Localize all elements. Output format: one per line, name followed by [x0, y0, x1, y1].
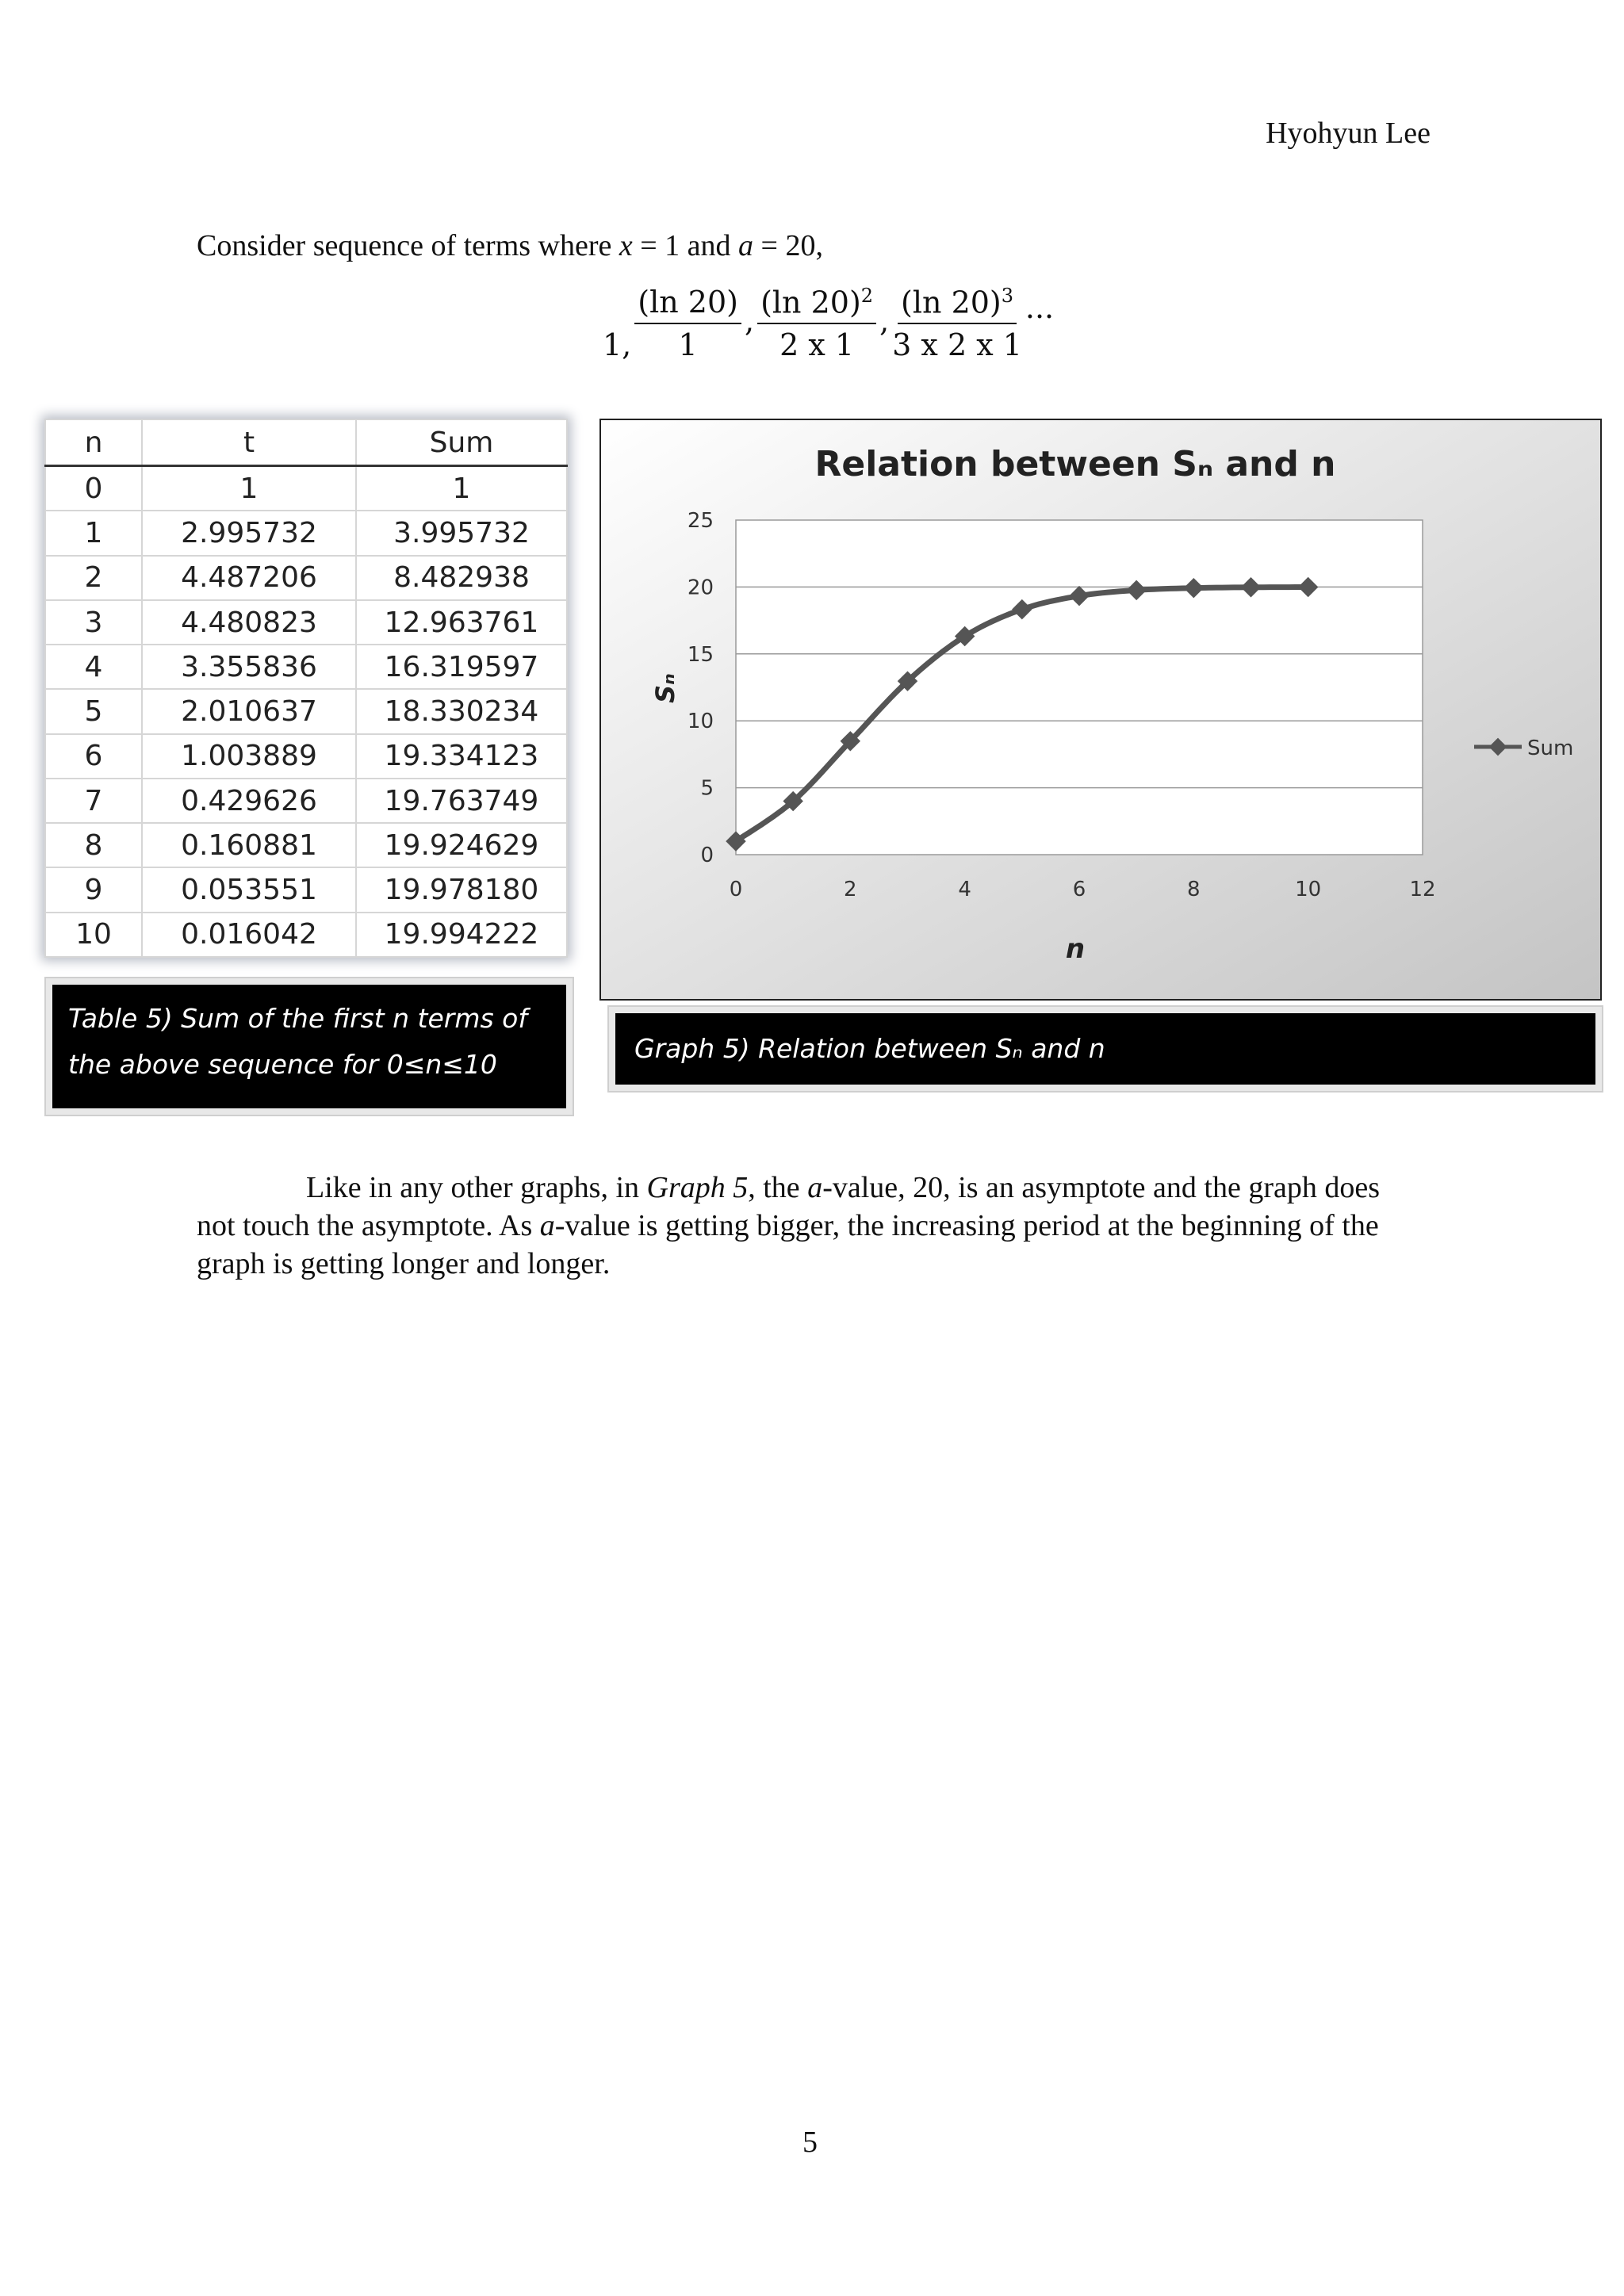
table-cell: 10 [45, 913, 142, 957]
table-cell: 8.482938 [356, 556, 567, 600]
table-row [45, 913, 567, 957]
page-number: 5 [802, 2126, 818, 2159]
table-cell: 6 [45, 734, 142, 779]
table-cell: 0.016042 [142, 913, 356, 957]
formula-comma: , [879, 304, 890, 339]
formula-term-1 [634, 286, 741, 362]
table-cell: 0.429626 [142, 779, 356, 823]
paragraph-text: Like in any other graphs, in [306, 1171, 647, 1204]
table-caption-line: the above sequence for 0≤n≤10 [68, 1049, 497, 1080]
table-cell: 19.334123 [356, 734, 567, 779]
x-variable: x [619, 229, 633, 262]
table-cell: 2.010637 [142, 689, 356, 733]
column-header-n: n [45, 419, 142, 466]
x-tick-label: 4 [958, 878, 971, 901]
chart-title: Relation between Sₙ and n [814, 444, 1336, 484]
table-cell: 16.319597 [356, 645, 567, 689]
a-variable: a [539, 1209, 555, 1242]
formula-lead: 1, [603, 327, 632, 363]
table-row [45, 466, 567, 511]
table-cell: 8 [45, 823, 142, 867]
table-cell: 5 [45, 689, 142, 733]
table-cell: 9 [45, 867, 142, 912]
table-cell: 3.995732 [356, 511, 567, 555]
table-cell: 1.003889 [142, 734, 356, 779]
sequence-formula [603, 285, 1054, 362]
table-cell: 1 [356, 466, 567, 511]
x-tick-label: 12 [1409, 878, 1436, 901]
y-tick-label: 0 [700, 844, 714, 867]
y-axis-label: Sₙ [650, 673, 680, 703]
table-caption-line: Table 5) Sum of the first n terms of [68, 1003, 527, 1034]
x-tick-label: 6 [1072, 878, 1086, 901]
column-header-t: t [142, 419, 356, 466]
table-row [45, 689, 567, 733]
table-row [45, 556, 567, 600]
y-tick-label: 20 [687, 576, 714, 600]
legend-label-sum: Sum [1527, 737, 1574, 760]
term-exponent: 3 [1001, 285, 1014, 307]
table-cell: 18.330234 [356, 689, 567, 733]
sum-chart [599, 419, 1602, 1001]
sum-table [44, 419, 568, 958]
paragraph-text: -value is getting bigger, the increasing period at the beginning of the graph is getting longer and longer. [197, 1209, 1379, 1280]
paragraph-text: , the [748, 1171, 808, 1204]
author-name: Hyohyun Lee [1266, 117, 1431, 150]
table-row [45, 511, 567, 555]
y-tick-label: 10 [687, 710, 714, 734]
table-caption-box [52, 985, 566, 1108]
table-cell: 3.355836 [142, 645, 356, 689]
table-cell: 3 [45, 600, 142, 645]
term-denominator: 1 [678, 327, 698, 362]
formula-term-2 [757, 285, 876, 362]
x-tick-label: 8 [1187, 878, 1201, 901]
a-variable: a [738, 229, 754, 262]
term-numerator: (ln 20) [760, 285, 861, 320]
table-cell: 4.480823 [142, 600, 356, 645]
table-cell: 19.994222 [356, 913, 567, 957]
y-tick-label: 5 [700, 776, 714, 801]
term-denominator: 2 x 1 [779, 327, 855, 363]
table-cell: 12.963761 [356, 600, 567, 645]
table-cell: 4 [45, 645, 142, 689]
table-cell: 1 [45, 511, 142, 555]
term-numerator: (ln 20) [901, 285, 1002, 320]
table-cell: 0.160881 [142, 823, 356, 867]
table-cell: 1 [142, 466, 356, 511]
y-tick-label: 15 [687, 642, 714, 667]
intro-text: Consider sequence of terms where [197, 229, 619, 262]
intro-text: = 1 and [632, 229, 739, 262]
body-paragraph [197, 1169, 1410, 1283]
term-denominator: 3 x 2 x 1 [892, 327, 1022, 363]
table-cell: 19.763749 [356, 779, 567, 823]
paragraph-text: -value, 20, is an asymptote and the graph does not touch the asymptote. As [197, 1171, 1381, 1242]
sum-table-container [44, 419, 568, 958]
table-row [45, 734, 567, 779]
table-cell: 0 [45, 466, 142, 511]
y-tick-label: 25 [687, 509, 714, 533]
formula-term-3 [892, 285, 1022, 362]
table-cell: 2 [45, 556, 142, 600]
formula-ellipsis: ... [1025, 290, 1055, 325]
x-axis-label: n [1065, 933, 1086, 965]
graph-caption-box: Graph 5) Relation between Sₙ and n [615, 1013, 1595, 1085]
intro-text: = 20, [753, 229, 823, 262]
x-tick-label: 2 [844, 878, 857, 901]
table-row [45, 645, 567, 689]
term-numerator: (ln 20) [634, 286, 741, 324]
graph-caption [607, 1005, 1603, 1093]
column-header-sum: Sum [356, 419, 567, 466]
a-variable: a [807, 1171, 823, 1204]
table-cell: 4.487206 [142, 556, 356, 600]
x-tick-label: 10 [1295, 878, 1322, 901]
table-cell: 19.924629 [356, 823, 567, 867]
plot-area [736, 520, 1423, 855]
table-row [45, 600, 567, 645]
table-row [45, 823, 567, 867]
table-header-row [45, 419, 567, 466]
intro-sentence [197, 228, 823, 263]
term-exponent: 2 [860, 285, 874, 307]
table-row [45, 779, 567, 823]
x-tick-label: 0 [729, 878, 743, 901]
table-caption [44, 977, 574, 1116]
graph-reference: Graph 5 [646, 1171, 749, 1204]
table-cell: 0.053551 [142, 867, 356, 912]
table-cell: 7 [45, 779, 142, 823]
table-cell: 2.995732 [142, 511, 356, 555]
chart-svg [599, 419, 1602, 1001]
table-row [45, 867, 567, 912]
table-cell: 19.978180 [356, 867, 567, 912]
formula-comma: , [744, 304, 755, 339]
